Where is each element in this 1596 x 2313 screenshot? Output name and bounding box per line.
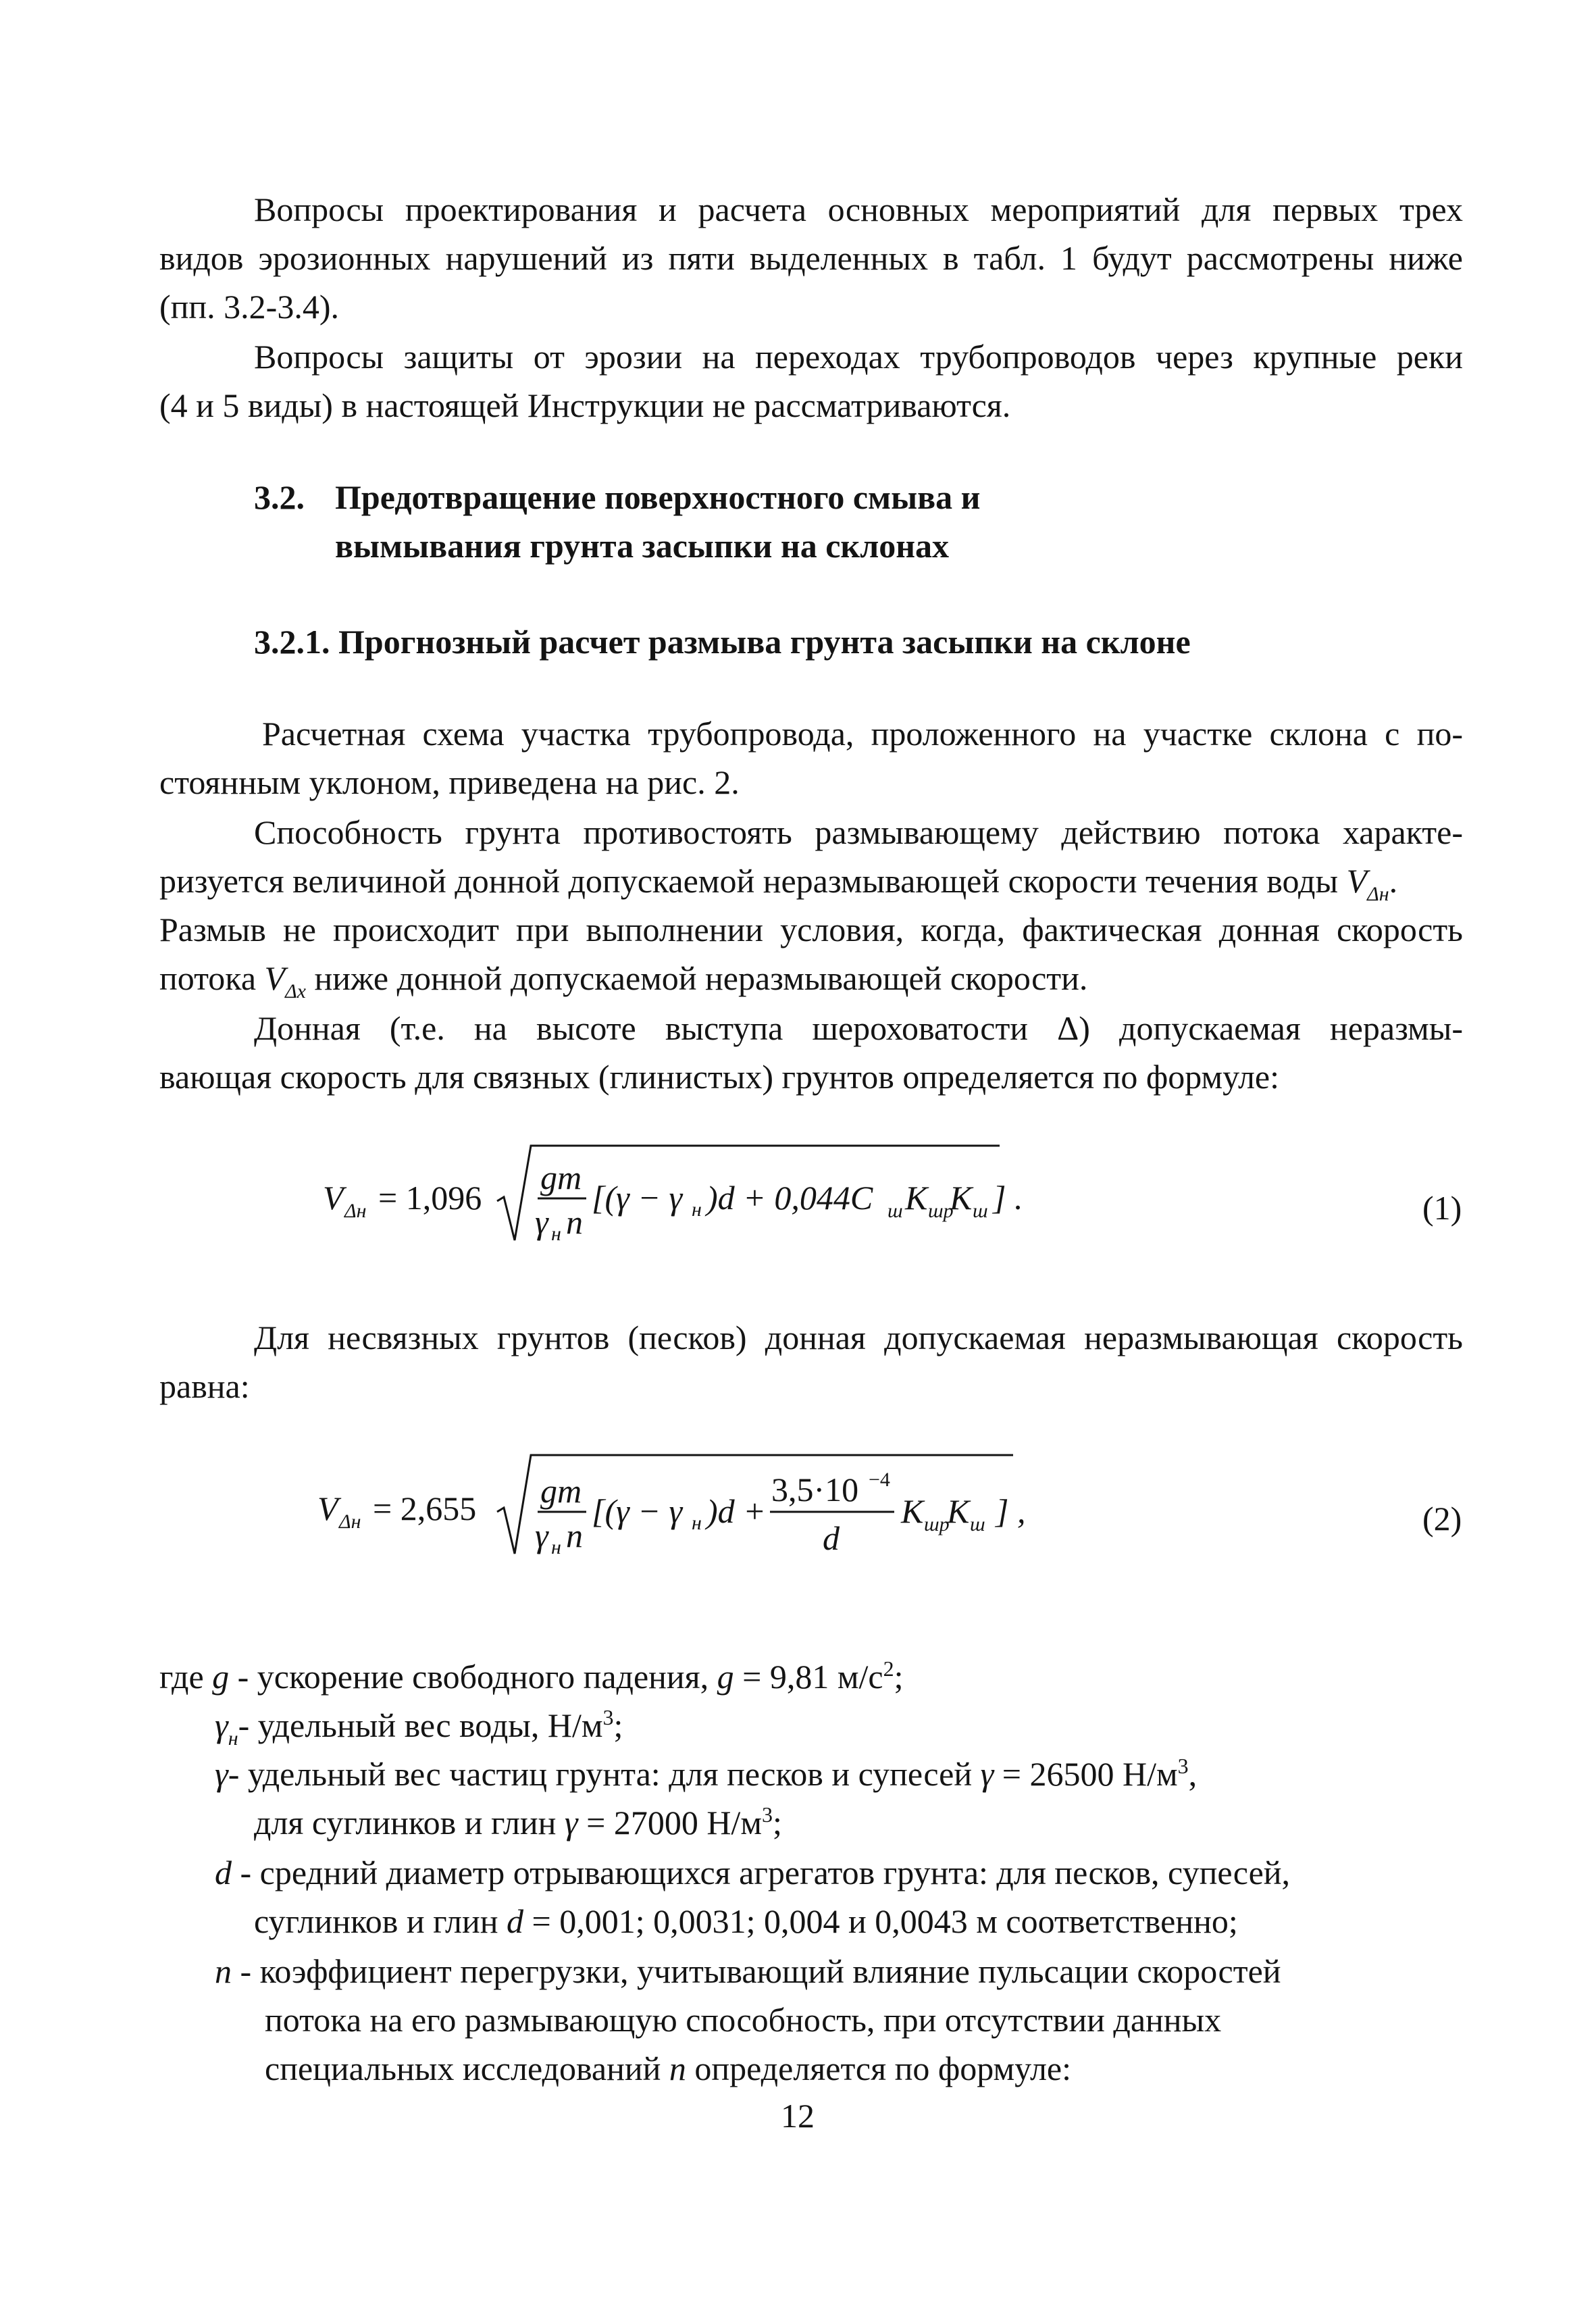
paragraph-3-line-1: Расчетная схема участка трубопровода, проложенного на участке склона с по- <box>262 715 1463 753</box>
formula-1-mid: )d + 0,044C <box>706 1179 873 1217</box>
definition-g <box>159 1652 904 1705</box>
definition-gamma-line-2-text: для суглинков и глин <box>254 1804 565 1841</box>
definition-gamma-symbol-3: γ <box>564 1804 578 1841</box>
definition-gamma-water-sub: н <box>228 1727 238 1750</box>
definition-d-symbol-2: d <box>507 1902 524 1940</box>
period: . <box>1389 862 1398 900</box>
definition-d-line-2-start: суглинков и глин <box>254 1902 507 1940</box>
definition-g-prefix: где <box>159 1658 204 1696</box>
formula-1-c-sub: ш <box>887 1200 903 1222</box>
definition-d <box>215 1848 1290 1897</box>
section-heading-3-2-line-1: Предотвращение поверхностного смыва и <box>335 478 981 516</box>
definition-d-text: - средний диаметр отрывающихся агрегатов грунта: для песков, супесей, <box>232 1854 1291 1891</box>
formula-2-k1: K <box>901 1492 924 1530</box>
definition-gamma-exp-2: 3 <box>761 1802 773 1827</box>
formula-2-mid: )d + <box>706 1492 766 1530</box>
section-heading-3-2-1: 3.2.1. Прогнозный расчет размыва грунта засыпки на склоне <box>254 623 1191 661</box>
formula-1-lhs: V <box>323 1179 344 1217</box>
formula-1-k2-sub: ш <box>973 1200 988 1222</box>
formula-2-svg <box>297 1432 1445 1594</box>
definition-g-symbol: g <box>212 1658 230 1696</box>
formula-2-numerator: gm <box>540 1472 582 1510</box>
definition-n-line-3-end: определяется по формуле: <box>686 2050 1071 2087</box>
paragraph-4-line-2 <box>159 857 1397 911</box>
definition-gamma-water-end: ; <box>613 1706 623 1744</box>
paragraph-2-line-2: (4 и 5 виды) в настоящей Инструкции не рассматриваются. <box>159 386 1011 424</box>
paragraph-4-line-4-start: потока <box>159 959 257 997</box>
definition-gamma-water-exp: 3 <box>602 1705 614 1729</box>
formula-2-lhs: V <box>317 1490 338 1527</box>
formula-2-den-gamma: γ <box>535 1517 548 1554</box>
formula-2-close: ] , <box>996 1492 1026 1530</box>
formula-2-bracket-open: [(γ − γ <box>592 1492 683 1530</box>
formula-2-frac-den: d <box>823 1519 840 1557</box>
definition-d-line-2-end: = 0,001; 0,0031; 0,004 и 0,0043 м соответственно; <box>523 1902 1238 1940</box>
definition-d-line-2 <box>254 1897 1238 1946</box>
formula-1-number: (1) <box>1422 1189 1462 1227</box>
section-number-3-2: 3.2. <box>254 478 305 516</box>
definition-gamma-water <box>215 1701 623 1755</box>
formula-2-k2: K <box>947 1492 970 1530</box>
formula-1-svg <box>297 1121 1445 1270</box>
definition-gamma-value-2: = 27000 Н/м <box>577 1804 762 1841</box>
definition-g-exponent: 2 <box>883 1656 894 1681</box>
definition-gamma-water-text: - удельный вес воды, Н/м <box>238 1706 603 1744</box>
definition-d-symbol: d <box>215 1854 232 1891</box>
formula-1-bracket-open: [(γ − γ <box>592 1179 683 1217</box>
velocity-symbol-subscript: Δн <box>1367 883 1389 905</box>
formula-1-gamma-sub: н <box>692 1198 702 1221</box>
definition-n-line-2: потока на его размывающую способность, при отсутствии данных <box>265 2001 1222 2039</box>
formula-2-den-sub: н <box>551 1536 561 1558</box>
formula-1-den-n: n <box>566 1203 583 1241</box>
formula-2-frac-exp: −4 <box>869 1469 890 1491</box>
paragraph-4-line-4-end: ниже донной допускаемой неразмывающей скорости. <box>314 959 1088 997</box>
definition-gamma-text: - удельный вес частиц грунта: для песков и супесей <box>228 1755 981 1793</box>
formula-1-lhs-sub: Δн <box>344 1200 367 1222</box>
definition-gamma-soil-line-2 <box>254 1798 782 1851</box>
formula-2-k2-sub: ш <box>970 1513 985 1535</box>
formula-1-k2: K <box>950 1179 973 1217</box>
definition-g-value: = 9,81 м/с <box>733 1658 883 1696</box>
paragraph-4-line-1: Способность грунта противостоять размывающему действию потока характе- <box>254 813 1463 851</box>
paragraph-1-line-3: (пп. 3.2-3.4). <box>159 288 339 326</box>
definition-n-text: - коэффициент перегрузки, учитывающий влияние пульсации скоростей <box>232 1952 1281 1990</box>
formula-1-k1-sub: шр <box>928 1200 954 1222</box>
definition-gamma-value-1: = 26500 Н/м <box>994 1755 1178 1793</box>
definition-gamma-end-1: , <box>1188 1755 1198 1793</box>
paragraph-1-line-1: Вопросы проектирования и расчета основных мероприятий для первых трех <box>254 190 1463 228</box>
formula-1-den-sub: н <box>551 1223 561 1245</box>
formula-2-den-n: n <box>566 1517 583 1554</box>
paragraph-4-line-3: Размыв не происходит при выполнении условия, когда, фактическая донная скорость <box>159 911 1463 948</box>
definition-g-symbol-2: g <box>717 1658 734 1696</box>
paragraph-6-line-2: равна: <box>159 1367 250 1405</box>
formula-2-gamma-sub: н <box>692 1512 702 1534</box>
paragraph-4-line-4 <box>159 954 1087 1008</box>
definition-gamma-symbol: γ <box>215 1755 228 1793</box>
formula-2-k1-sub: шр <box>924 1513 950 1535</box>
definition-gamma-water-symbol: γ <box>215 1706 228 1744</box>
formula-1-k1: K <box>905 1179 928 1217</box>
paragraph-3-line-2: стоянным уклоном, приведена на рис. 2. <box>159 763 740 801</box>
paragraph-4-line-2-text: ризуется величиной донной допускаемой неразмывающей скорости течения воды <box>159 862 1339 900</box>
actual-velocity-subscript: Δх <box>285 980 307 1002</box>
formula-2-number: (2) <box>1422 1500 1462 1537</box>
formula-1-coef: = 1,096 <box>378 1179 482 1217</box>
actual-velocity-symbol: V <box>264 959 286 997</box>
paragraph-5-line-2: вающая скорость для связных (глинистых) грунтов определяется по формуле: <box>159 1058 1279 1096</box>
paragraph-2-line-1: Вопросы защиты от эрозии на переходах трубопроводов через крупные реки <box>254 338 1463 376</box>
definition-g-end: ; <box>894 1658 904 1696</box>
definition-gamma-end-2: ; <box>772 1804 782 1841</box>
formula-1-numerator: gm <box>540 1159 582 1196</box>
definition-n-line-3-start: специальных исследований <box>265 2050 669 2087</box>
section-heading-3-2-line-2: вымывания грунта засыпки на склонах <box>335 527 950 565</box>
page-number: 12 <box>781 2097 815 2135</box>
definition-n <box>215 1947 1281 1996</box>
definition-gamma-exp-1: 3 <box>1177 1754 1189 1778</box>
formula-2-lhs-sub: Δн <box>339 1510 361 1533</box>
formula-2-frac-num: 3,5·10 <box>771 1471 859 1508</box>
formula-2-coef: = 2,655 <box>373 1490 477 1527</box>
definition-n-symbol-2: n <box>669 2050 686 2087</box>
formula-1-den-gamma: γ <box>535 1203 548 1241</box>
velocity-symbol-v: V <box>1346 862 1368 900</box>
paragraph-6-line-1: Для несвязных грунтов (песков) донная допускаемая неразмывающая скорость <box>254 1319 1463 1356</box>
paragraph-1-line-2: видов эрозионных нарушений из пяти выделенных в табл. 1 будут рассмотрены ниже <box>159 239 1463 277</box>
definition-n-line-3 <box>265 2044 1071 2093</box>
definition-n-symbol: n <box>215 1952 232 1990</box>
formula-1-close: ] . <box>993 1179 1023 1217</box>
definition-gamma-symbol-2: γ <box>980 1755 994 1793</box>
paragraph-5-line-1: Донная (т.е. на высоте выступа шероховатости Δ) допускаемая неразмы- <box>254 1009 1463 1047</box>
definition-g-text: - ускорение свободного падения, <box>229 1658 717 1696</box>
definition-gamma-soil <box>215 1750 1197 1802</box>
